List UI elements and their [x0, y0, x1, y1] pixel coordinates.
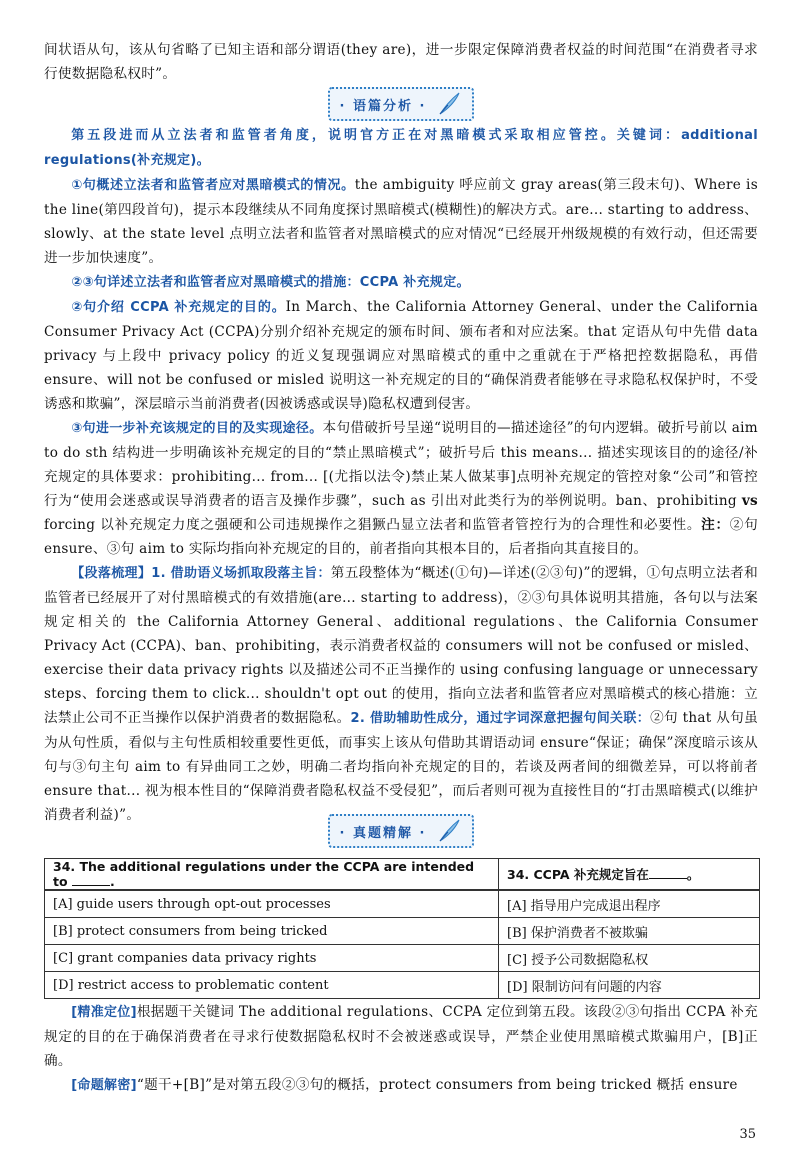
- sentence-3-body-b: forcing 以补充规定力度之强硬和公司违规操作之猖獗凸显立法者和监管者管控行为的合理性和必要性。: [44, 517, 702, 533]
- analysis-intro: 第五段进而从立法者和监管者角度，说明官方正在对黑暗模式采取相应管控。关键词：additional regulations(补充规定)。: [44, 128, 758, 168]
- question-table: [44, 858, 760, 999]
- top-paragraph: [44, 38, 758, 86]
- note-body: ②句 ensure、③句 aim to 实际均指向补充规定的目的，前者指向其根本目的，后者指向其直接目的。: [44, 517, 758, 557]
- question-row: [45, 859, 760, 891]
- decode-body: “题干+[B]”是对第五段②③句的概括，protect consumers from being tricked 概括 ensure: [136, 1077, 738, 1093]
- option-d-en: [D] restrict access to problematic content: [45, 972, 499, 999]
- option-row: [45, 918, 760, 945]
- locate-label: [精准定位]: [71, 1005, 137, 1020]
- analysis-section: [44, 123, 758, 827]
- locate-paragraph: [44, 1000, 758, 1073]
- quill-pen-icon: [436, 818, 462, 844]
- sentence-3-body-a: 本句借破折号呈递“说明目的—描述途径”的句内逻辑。破折号前以 aim to do sth 结构进一步明确该补充规定的目的“禁止黑暗模式”；破折号后 this means... 描述实现该目的的途径/补充规定的具体要求：prohibiting... from... [(尤指以法令)禁止某人做某事]点明补充规定的管控对象“公司”和管控行为“使用会迷惑或误导消费者的语言及操作步骤”，such as 引出对此类行为的举例说明。ban、prohibiting: [44, 420, 758, 509]
- option-row: [45, 945, 760, 972]
- sentence-3-analysis: [44, 416, 758, 561]
- locate-body: 根据题干关键词 The additional regulations、CCPA 定位到第五段。该段②③句指出 CCPA 补充规定的目的在于确保消费者在寻求行使数据隐私权时不会被迷惑或误导，严禁企业使用黑暗模式欺骗用户，[B]正确。: [44, 1004, 758, 1069]
- decode-label: [命题解密]: [71, 1078, 137, 1093]
- analysis-banner: [44, 89, 758, 119]
- summary-body-1: 第五段整体为“概述(①句)—详述(②③句)”的逻辑，①句点明立法者和监管者已经展开了对付黑暗模式的有效措施(are... starting to address)，②③句具体说明其措施，各句以与法案规定相关的 the California Attorney General、additional regulations、the California Consumer Privacy Act (CCPA)、ban、prohibiting，表示消费者权益的 consumers will not be confused or misled、exercise their data privacy rights 以及描述公司不正当操作的 using confusing language or unnecessary steps、forcing them to click... shouldn't opt out 的使用，指向立法者和监管者应对黑暗模式的核心措施：立法禁止公司不正当操作以保护消费者的数据隐私。: [44, 565, 758, 726]
- sentence-1-heading: ①句概述立法者和监管者应对黑暗模式的情况。: [71, 178, 355, 193]
- vs-label: vs: [741, 493, 758, 509]
- exam-banner-label: · 真题精解 ·: [339, 825, 427, 841]
- note-label: 注：: [701, 517, 730, 533]
- question-table-wrap: [44, 858, 758, 999]
- option-b-zh: [B] 保护消费者不被欺骗: [499, 918, 760, 945]
- sentence-3-heading: ③句进一步补充该规定的目的及实现途径。: [71, 421, 323, 436]
- sentence-2-body: In March、the California Attorney General、under the California Consumer Privacy Act (CCPA)分别介绍补充规定的颁布时间、颁布者和对应法案。that 定语从句中先借 data privacy 与上段中 privacy policy 的近义复现强调应对黑暗模式的重中之重就在于严格把控数据隐私，再借 ensure、will not be confused or misled 说明这一补充规定的目的“确保消费者能够在寻求隐私权保护时，不受诱惑和欺骗”，深层暗示当前消费者(因被诱惑或误导)隐私权遭到侵害。: [44, 299, 758, 412]
- option-b-en: [B] protect consumers from being tricked: [45, 918, 499, 945]
- summary-label-2: 2. 借助辅助性成分，通过字词深意把握句间关联：: [350, 711, 651, 726]
- continued-text: 间状语从句，该从句省略了已知主语和部分谓语(they are)，进一步限定保障消费者权益的时间范围“在消费者寻求行使数据隐私权时”。: [44, 42, 758, 82]
- option-row: [45, 890, 760, 918]
- sentence-2-analysis: [44, 295, 758, 416]
- paragraph-summary: [44, 561, 758, 827]
- option-a-en: [A] guide users through opt-out processes: [45, 890, 499, 918]
- explanation-section: [44, 1000, 758, 1098]
- question-zh: 34. CCPA 补充规定旨在 。: [499, 859, 760, 891]
- question-en: 34. The additional regulations under the CCPA are intended to .: [45, 859, 499, 891]
- sentence-1-body: the ambiguity 呼应前文 gray areas(第三段末句)、Where is the line(第四段首句)，提示本段继续从不同角度探讨黑暗模式(模糊性)的解决方式。are... starting to address、slowly、at the state level 点明立法者和监管者对黑暗模式的应对情况“已经展开州级规模的有效行动，但还需要进一步加快速度”。: [44, 177, 758, 266]
- analysis-banner-label: · 语篇分析 ·: [339, 98, 427, 114]
- sentence-1-analysis: [44, 173, 758, 270]
- quill-pen-icon: [436, 91, 462, 117]
- option-row: [45, 972, 760, 999]
- sentence-2-heading: ②句介绍 CCPA 补充规定的目的。: [71, 300, 286, 315]
- summary-body-2: ②句 that 从句虽为从句性质，看似与主句性质相较重要性更低，而事实上该从句借助其谓语动词 ensure“保证；确保”深度暗示该从句与③句主句 aim to 有异曲同工之妙，明确二者均指向补充规定的目的，若谈及两者间的细微差异，可以将前者 ensure that... 视为根本性目的“保障消费者隐私权益不受侵犯”，而后者则可视为直接性目的“打击黑暗模式(以维护消费者利益)”。: [44, 710, 758, 823]
- option-c-en: [C] grant companies data privacy rights: [45, 945, 499, 972]
- page-number: 35: [739, 1127, 756, 1142]
- sentence-23-heading: ②③句详述立法者和监管者应对黑暗模式的措施：CCPA 补充规定。: [71, 275, 470, 290]
- decode-paragraph: [44, 1073, 758, 1098]
- option-d-zh: [D] 限制访问有问题的内容: [499, 972, 760, 999]
- exam-banner: [44, 816, 758, 846]
- option-c-zh: [C] 授予公司数据隐私权: [499, 945, 760, 972]
- summary-label-1: 【段落梳理】1. 借助语义场抓取段落主旨：: [71, 566, 331, 581]
- option-a-zh: [A] 指导用户完成退出程序: [499, 890, 760, 918]
